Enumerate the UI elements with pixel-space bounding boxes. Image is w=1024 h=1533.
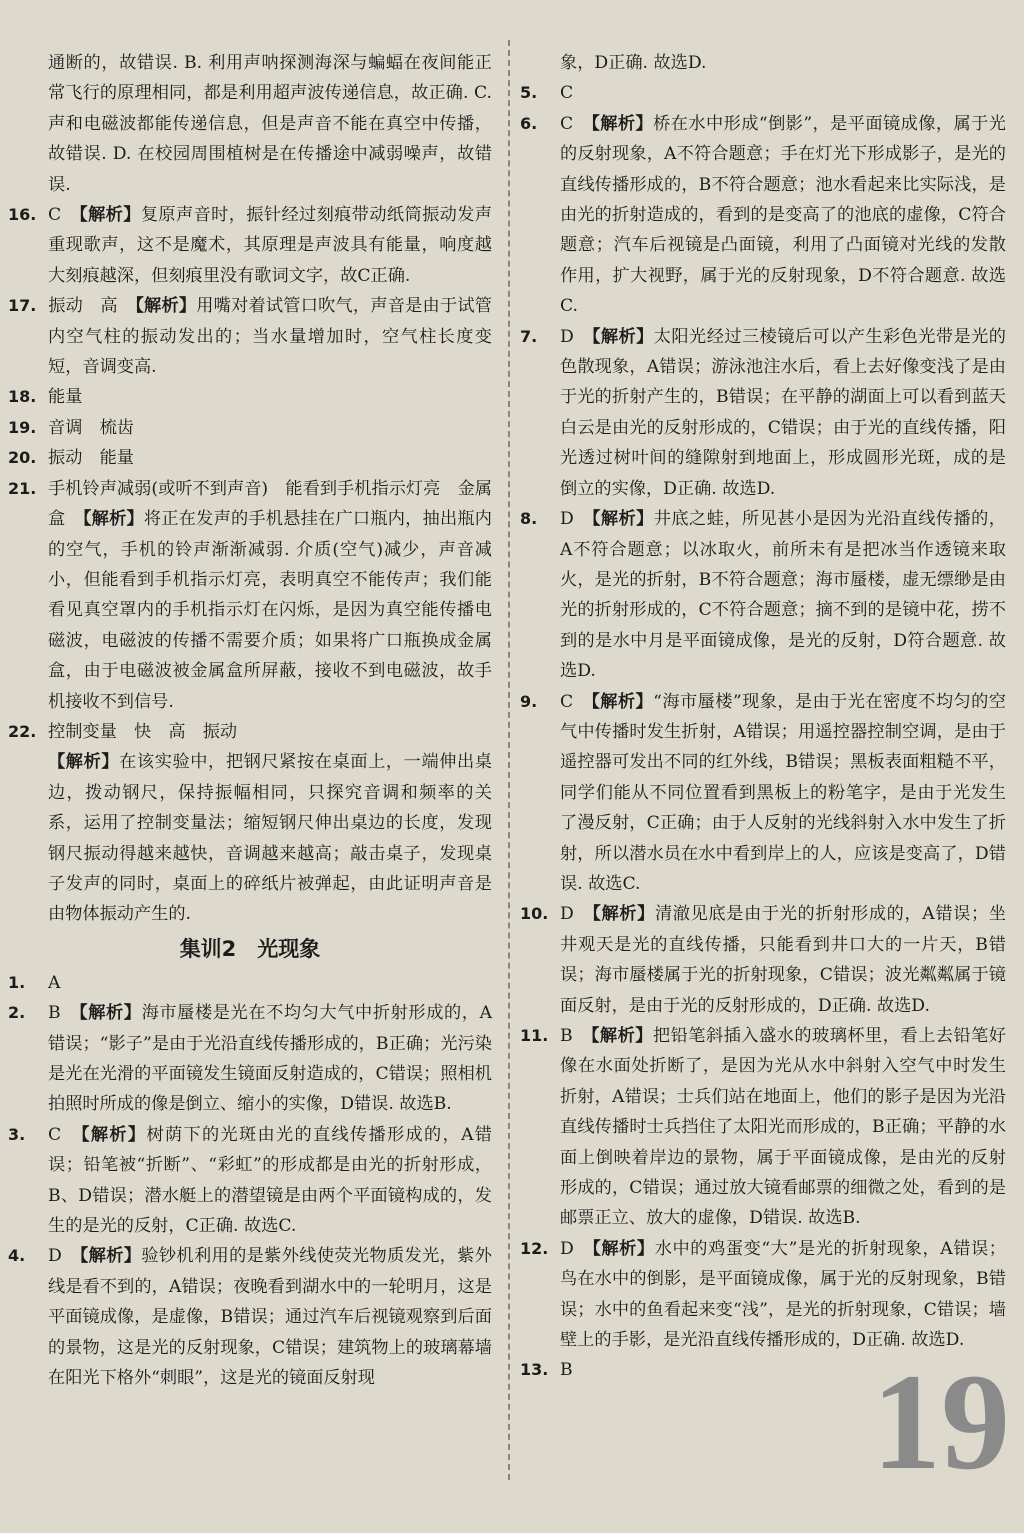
question-s12: 12. D 【解析】水中的鸡蛋变“大”是光的折射现象，A错误；鸟在水中的倒影，是平面镜成像，属于光的反射现象，B错误；水中的鱼看起来变“浅”，是光的折射现象，C错误；墙壁上的手影，是光沿直线传播形成的，D正确. 故选D. [520,1238,1006,1351]
question-18: 18. 能量 [8,387,83,408]
question-s8: 8. D 【解析】井底之蛙，所见甚小是因为光沿直线传播的，A不符合题意；以冰取火，前所未有是把冰当作透镜来取火，是光的折射，B不符合题意；海市蜃楼，虚无缥缈是由光的折射形成的，C不符合题意；摘不到的是镜中花，捞不到的是水中月是平面镜成像，是光的反射，D符合题意. 故选D. [520,509,1006,682]
question-s9: 9. C 【解析】“海市蜃楼”现象，是由于光在密度不均匀的空气中传播时发生折射，A错误；用遥控器控制空调，是由于遥控器可发出不同的红外线，B错误；黑板表面粗糙不平，同学们能从不同位置看到黑板上的粉笔字，是由于光发生了漫反射，C正确；由于人反射的光线斜射入水中发生了折射，所以潜水员在水中看到岸上的人，应该是变高了，D错误. 故选C. [520,691,1006,894]
question-19: 19. 音调 梳齿 [8,417,134,438]
page-number: 19 [872,1345,1010,1498]
question-17: 17. 振动 高 【解析】用嘴对着试管口吹气，声音是由于试管内空气柱的振动发出的；当水量增加时，空气柱长度变短，音调变高. [8,296,492,378]
question-s4: 4. D 【解析】验钞机利用的是紫外线使荧光物质发光，紫外线是看不到的，A错误；夜晚看到湖水中的一轮明月，这是平面镜成像，是虚像，B错误；通过汽车后视镜观察到后面的景物，这是光的反射现象，C错误；建筑物上的玻璃幕墙在阳光下格外“刺眼”，这是光的镜面反射现 [8,1246,492,1389]
question-22: 22. 控制变量 快 高 振动 [8,721,238,742]
question-22-analysis: 【解析】在该实验中，把钢尺紧按在桌面上，一端伸出桌边，拨动钢尺，保持振幅相同，只探究音调和频率的关系，运用了控制变量法；缩短钢尺伸出桌边的长度，发现钢尺振动得越来越快，音调越来越高；敲击桌子，发现桌子发声的同时，桌面上的碎纸片被弹起，由此证明声音是由物体振动产生的. [48,752,492,925]
question-21: 21. 手机铃声减弱(或听不到声音) 能看到手机指示灯亮 金属盒 【解析】将正在发声的手机悬挂在广口瓶内，抽出瓶内的空气，手机的铃声渐渐减弱. 介质(空气)减少，声音减小，但能看到手机指示灯亮，表明真空不能传声；我们能看见真空罩内的手机指示灯在闪烁，是因为真空能传播电磁波，电磁波的传播不需要介质；如果将广口瓶换成金属盒，由于电磁波被金属盒所屏蔽，接收不到电磁波，故手机接收不到信号. [8,478,492,712]
right-intro: 象，D正确. 故选D. [560,53,707,73]
question-s2: 2. B 【解析】海市蜃楼是光在不均匀大气中折射形成的，A错误；“影子”是由于光沿直线传播形成的，B正确；光污染是光在光滑的平面镜发生镜面反射造成的，C错误；照相机拍照时所成的像是倒立、缩小的实像，D错误. 故选B. [8,1003,492,1115]
left-column [8,48,492,1393]
right-column [520,48,1006,1386]
question-16: 16. C 【解析】复原声音时，振针经过刻痕带动纸筒振动发声重现歌声，这不是魔术，其原理是声波具有能量，响度越大刻痕越深，但刻痕里没有歌词文字，故C正确. [8,205,492,286]
question-20: 20. 振动 能量 [8,448,134,469]
question-s5: 5. C [520,83,574,104]
question-s1: 1. A [8,972,61,993]
question-s6: 6. C 【解析】桥在水中形成“倒影”，是平面镜成像，属于光的反射现象，A不符合题意；手在灯光下形成影子，是光的直线传播形成的，B不符合题意；池水看起来比实际浅，是由光的折射造成的，看到的是变高了的池底的虚像，C符合题意；汽车后视镜是凸面镜，利用了凸面镜对光线的发散作用，扩大视野，属于光的反射现象，D不符合题意. 故选C. [520,113,1006,317]
column-divider [508,40,510,1480]
left-intro: 通断的，故错误. B. 利用声呐探测海深与蝙蝠在夜间能正常飞行的原理相同，都是利用超声波传递信息，故正确. C. 声和电磁波都能传递信息，但是声音不能在真空中传播，故错误. D. 在校园周围植树是在传播途中减弱噪声，故错误. [48,53,492,195]
section-title: 集训2 光现象 [179,936,321,961]
question-s13: 13. B [520,1360,573,1381]
question-s11: 11. B 【解析】把铅笔斜插入盛水的玻璃杯里，看上去铅笔好像在水面处折断了，是因为光从水中斜射入空气中时发生折射，A错误；士兵们站在地面上，他们的影子是因为光沿直线传播时士兵挡住了太阳光而形成的，B正确；平静的水面上倒映着岸边的景物，属于平面镜成像，是由光的反射形成的，C错误；通过放大镜看邮票的细微之处，看到的是邮票正立、放大的虚像，D错误. 故选B. [520,1026,1006,1229]
question-s7: 7. D 【解析】太阳光经过三棱镜后可以产生彩色光带是光的色散现象，A错误；游泳池注水后，看上去好像变浅了是由于光的折射产生的，B错误；在平静的湖面上可以看到蓝天白云是由光的反射形成的，C错误；由于光的直线传播，阳光透过树叶间的缝隙射到地面上，形成圆形光斑，成的是倒立的实像，D正确. 故选D. [520,326,1006,499]
question-s10: 10. D 【解析】清澈见底是由于光的折射形成的，A错误；坐井观天是光的直线传播，只能看到井口大的一片天，B错误；海市蜃楼属于光的折射现象，C错误；波光粼粼属于镜面反射，是由于光的反射形成的，D正确. 故选D. [520,904,1006,1016]
question-s3: 3. C 【解析】树荫下的光斑由光的直线传播形成的，A错误；铅笔被“折断”、“彩虹”的形成都是由光的折射形成，B、D错误；潜水艇上的潜望镜是由两个平面镜构成的，发生的是光的反射，C正确. 故选C. [8,1124,492,1237]
